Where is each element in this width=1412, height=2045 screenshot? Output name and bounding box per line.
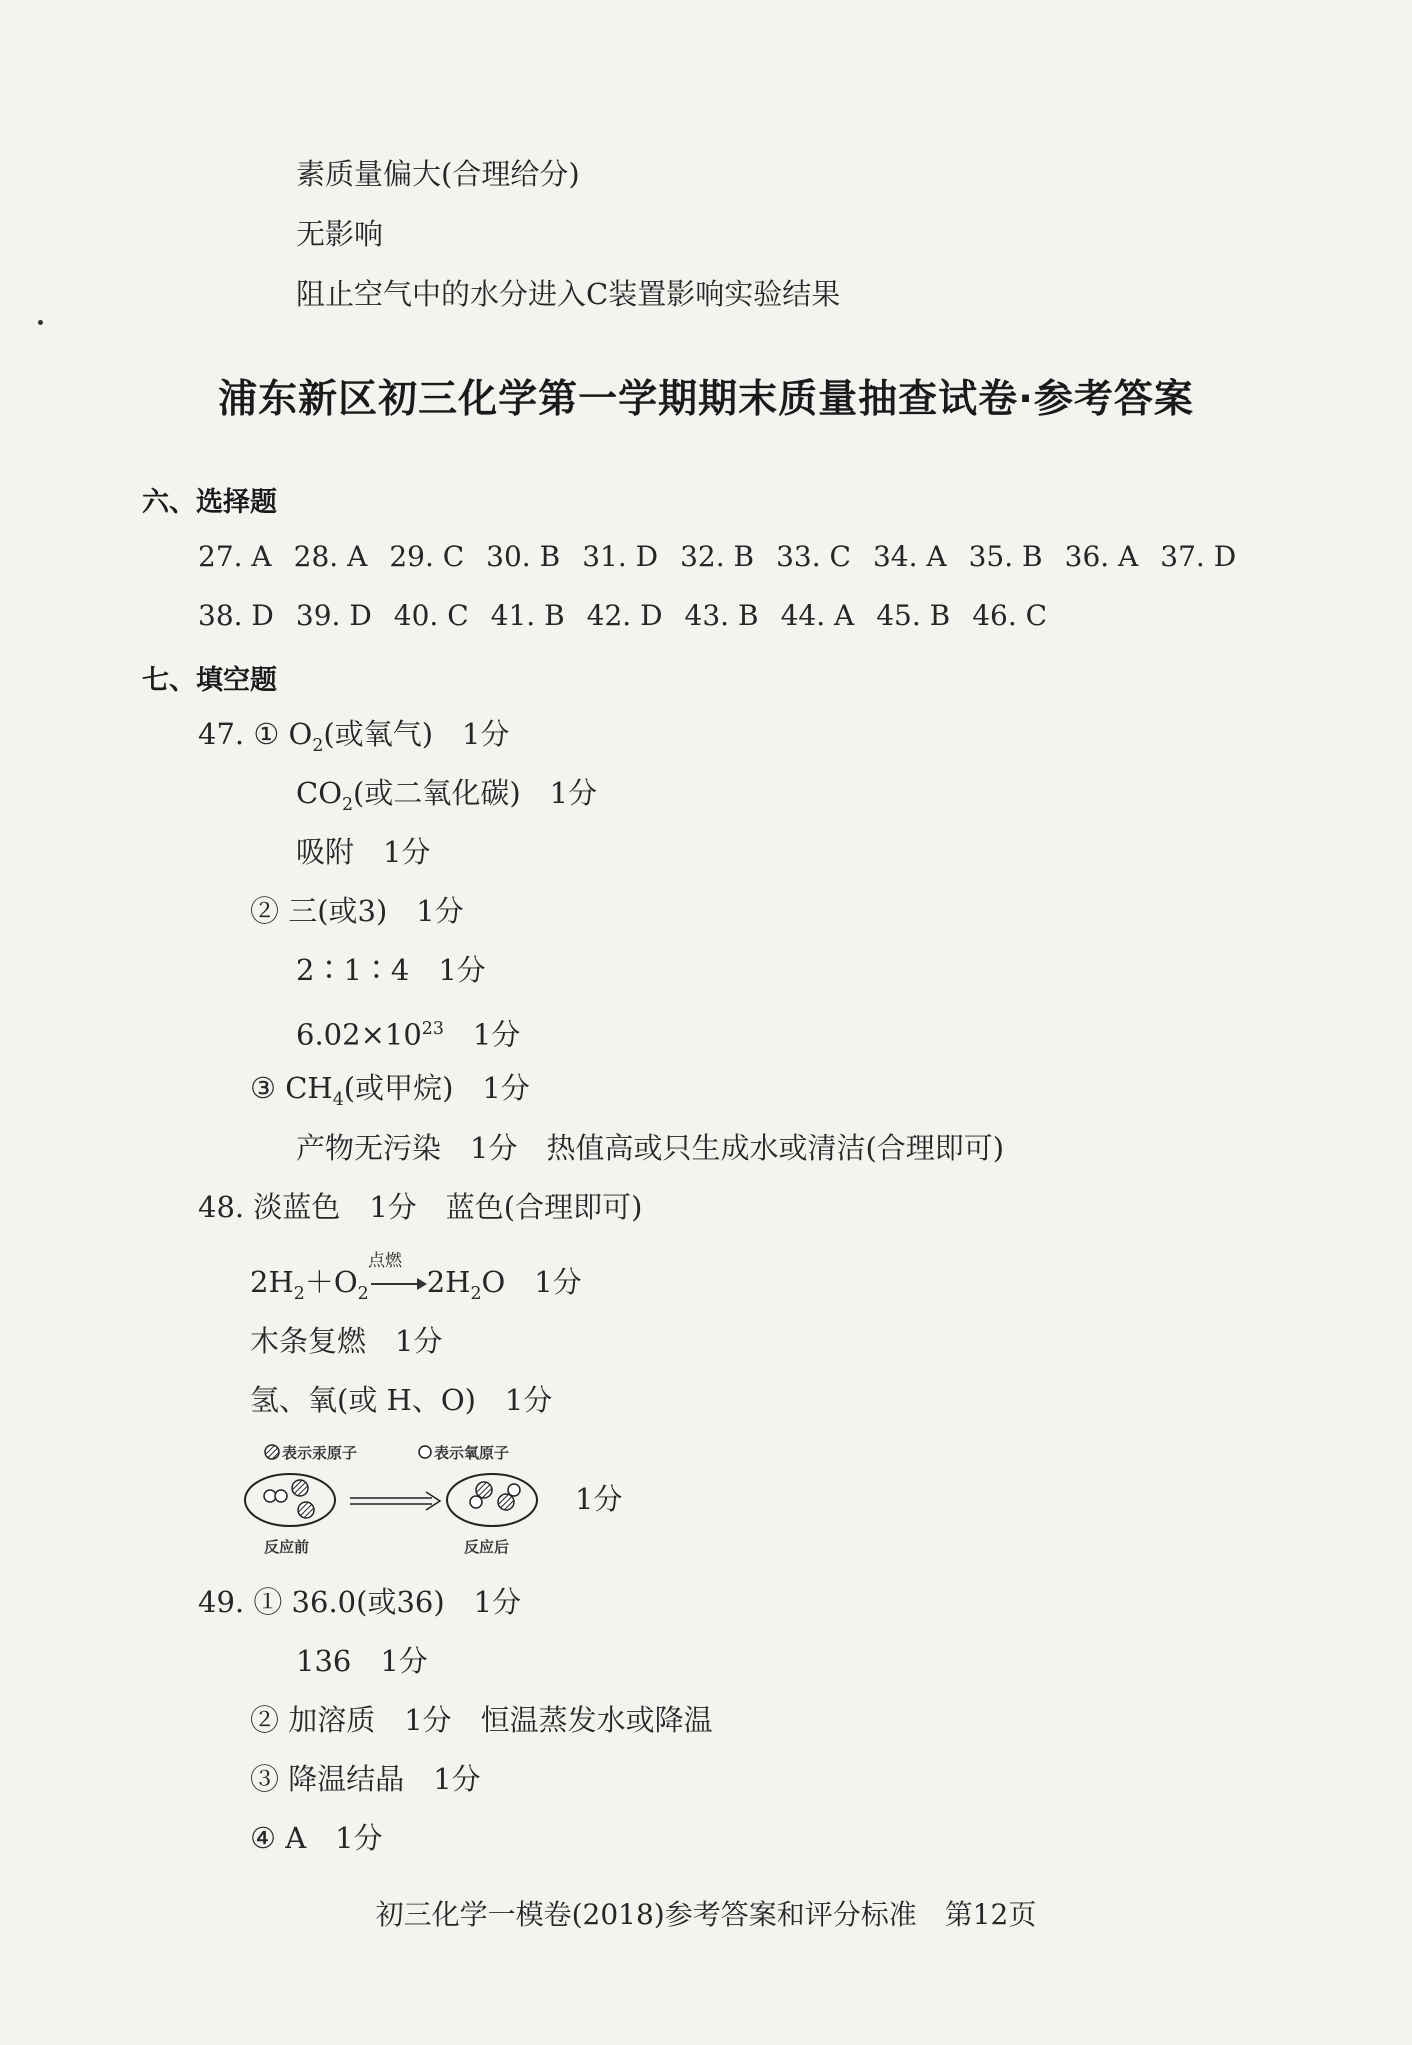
q48-line-1: 48. 淡蓝色 1分 蓝色(合理即可) bbox=[198, 1190, 643, 1224]
reaction-condition: 点燃 bbox=[368, 1251, 402, 1271]
answer-35: 35. B bbox=[968, 540, 1043, 573]
answer-45: 45. B bbox=[876, 599, 951, 632]
oxygen-atom-icon bbox=[275, 1490, 287, 1502]
answer-38: 38. D bbox=[198, 599, 274, 632]
choice-answers-row-2 bbox=[198, 596, 1069, 636]
answer-46: 46. C bbox=[972, 599, 1048, 632]
answer-30: 30. B bbox=[486, 540, 561, 573]
answer-33: 33. C bbox=[776, 540, 851, 573]
answer-29: 29. C bbox=[389, 540, 465, 573]
double-arrow-icon bbox=[426, 1492, 440, 1510]
mercury-atom-icon bbox=[476, 1482, 492, 1498]
q47-line-7: ③ $CH_4$(或甲烷) 1分 bbox=[250, 1071, 530, 1110]
choice-answers-row-1 bbox=[198, 537, 1258, 577]
before-container bbox=[245, 1474, 335, 1526]
q48-line-4: 氢、氧(或 H、O) 1分 bbox=[250, 1383, 553, 1417]
reaction-diagram bbox=[242, 1432, 572, 1562]
answer-37: 37. D bbox=[1160, 540, 1237, 573]
oxygen-atom-icon bbox=[508, 1484, 520, 1496]
answer-32: 32. B bbox=[680, 540, 755, 573]
q47-line-6: $6.02\times 10^{23}$ 1分 bbox=[296, 1017, 521, 1052]
top-line-3: 阻止空气中的水分进入C装置影响实验结果 bbox=[296, 277, 841, 311]
mercury-atom-icon bbox=[298, 1502, 314, 1518]
answer-40: 40. C bbox=[393, 599, 469, 632]
oxygen-atom-legend-icon bbox=[419, 1446, 431, 1458]
after-container bbox=[447, 1474, 537, 1526]
label-before: 反应前 bbox=[264, 1538, 310, 1556]
answer-44: 44. A bbox=[780, 599, 855, 632]
q47-line-3: 吸附 1分 bbox=[296, 835, 431, 869]
section-fill-heading: 七、填空题 bbox=[142, 665, 277, 696]
q47-line-1: 47. ① $O_2$(或氧气) 1分 bbox=[198, 717, 510, 756]
label-after: 反应后 bbox=[464, 1538, 510, 1556]
page-title: 浦东新区初三化学第一学期期末质量抽查试卷·参考答案 bbox=[218, 377, 1194, 422]
oxygen-atom-icon bbox=[264, 1490, 276, 1502]
page-footer: 初三化学一模卷(2018)参考答案和评分标准 第12页 bbox=[375, 1898, 1037, 1931]
answer-41: 41. B bbox=[490, 599, 565, 632]
stray-dot bbox=[38, 320, 43, 325]
top-line-2: 无影响 bbox=[296, 217, 384, 251]
answer-39: 39. D bbox=[295, 599, 372, 632]
q48-line-3: 木条复燃 1分 bbox=[250, 1324, 443, 1358]
mercury-atom-icon bbox=[292, 1480, 308, 1496]
q49-line-4: ③ 降温结晶 1分 bbox=[250, 1762, 481, 1796]
q47-line-2: $CO_2$(或二氧化碳) 1分 bbox=[296, 776, 598, 815]
q47-line-5: 2∶1∶4 1分 bbox=[296, 953, 486, 987]
q49-line-2: 136 1分 bbox=[296, 1644, 428, 1678]
q49-line-1: 49. ① 36.0(或36) 1分 bbox=[198, 1585, 522, 1619]
mercury-atom-legend-icon bbox=[265, 1445, 279, 1459]
q49-line-5: ④ A 1分 bbox=[250, 1821, 383, 1855]
mercury-atom-icon bbox=[498, 1494, 514, 1510]
answer-43: 43. B bbox=[684, 599, 759, 632]
q49-line-3: ② 加溶质 1分 恒温蒸发水或降温 bbox=[250, 1703, 713, 1737]
answer-34: 34. A bbox=[872, 540, 947, 573]
answer-28: 28. A bbox=[293, 540, 368, 573]
top-line-1: 素质量偏大(合理给分) bbox=[296, 157, 580, 191]
answer-42: 42. D bbox=[586, 599, 663, 632]
section-choice-heading: 六、选择题 bbox=[142, 487, 277, 518]
reaction-arrow bbox=[371, 1283, 425, 1285]
answer-31: 31. D bbox=[582, 540, 659, 573]
answer-27: 27. A bbox=[198, 540, 272, 573]
legend-oxygen: 表示氧原子 bbox=[434, 1444, 510, 1462]
diagram-score: 1分 bbox=[575, 1482, 623, 1516]
q47-line-8: 产物无污染 1分 热值高或只生成水或清洁(合理即可) bbox=[296, 1131, 1005, 1165]
answer-36: 36. A bbox=[1064, 540, 1139, 573]
q47-line-4: ② 三(或3) 1分 bbox=[250, 894, 464, 928]
q48-equation: $2H_2+O_2$ $2H_2O$ 1分 bbox=[250, 1265, 582, 1304]
legend-mercury: 表示汞原子 bbox=[282, 1444, 358, 1462]
